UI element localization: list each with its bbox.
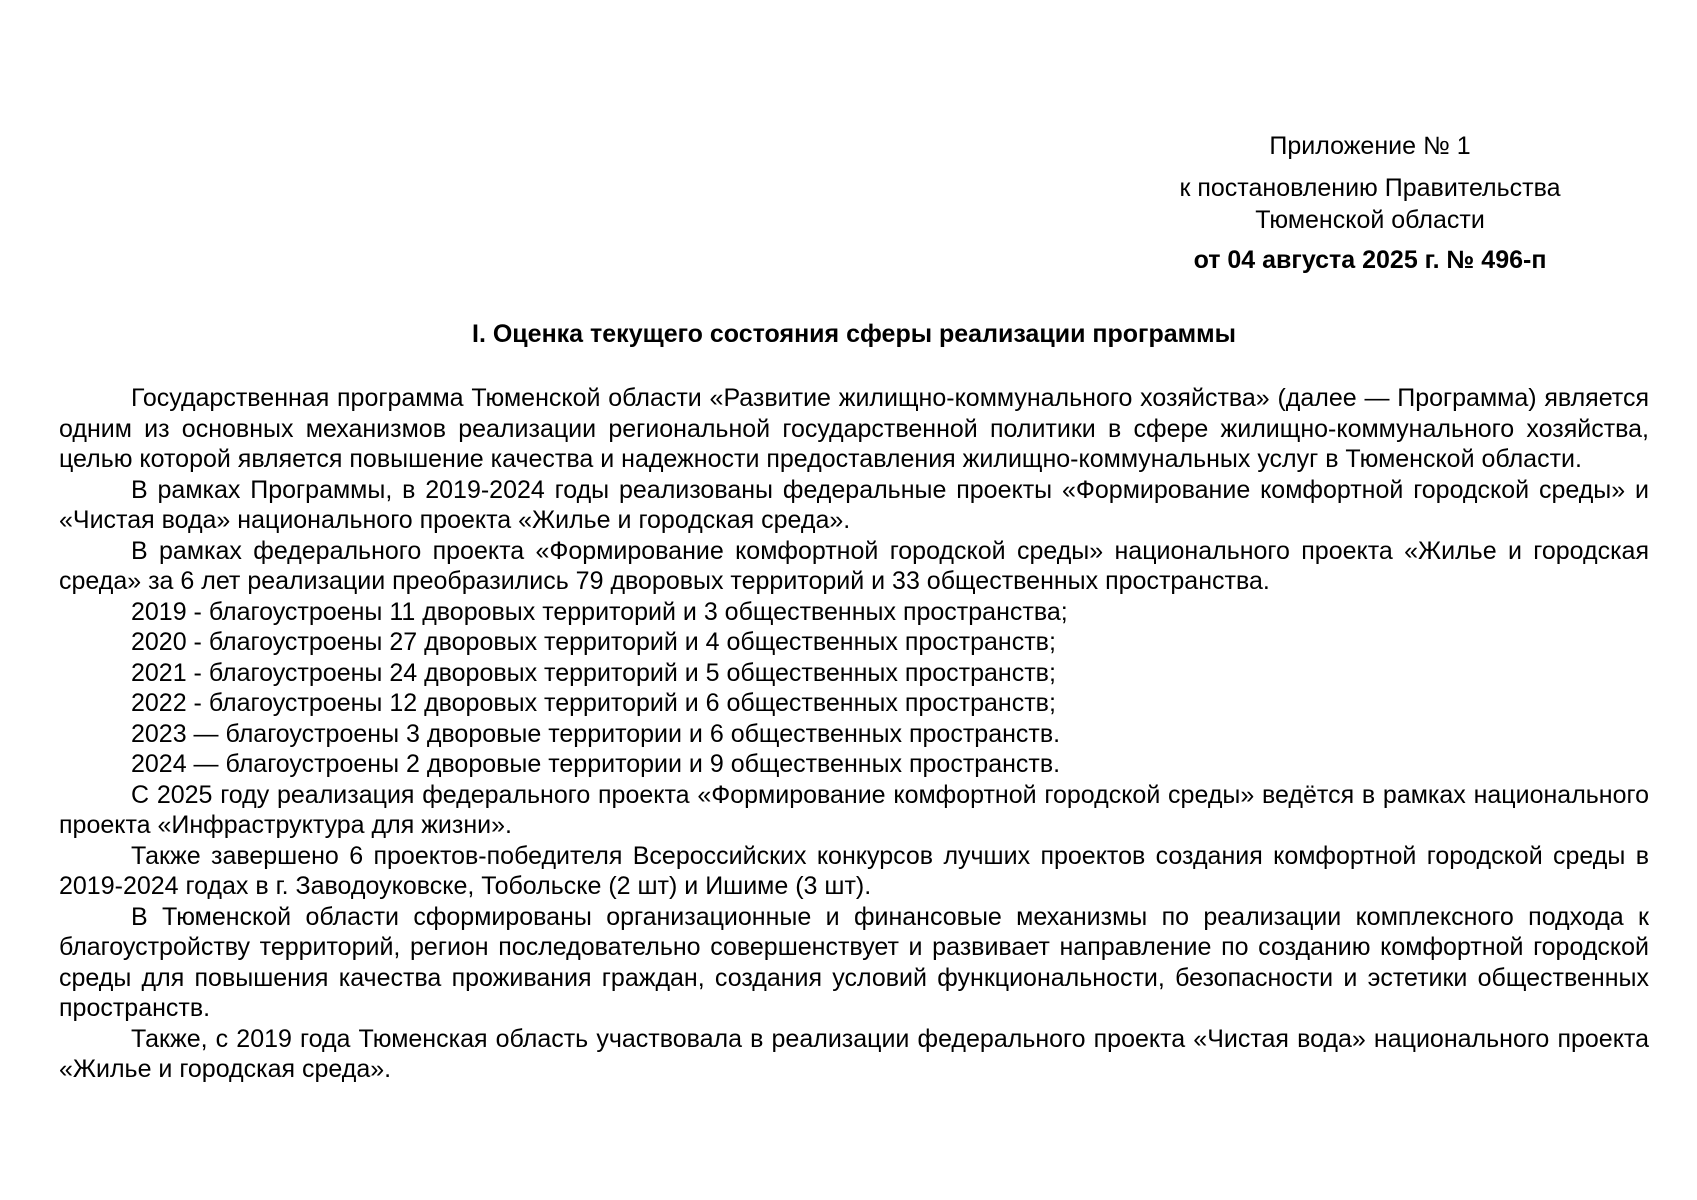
document-body: [59, 383, 1649, 1085]
year-list-item: 2020 - благоустроены 27 дворовых территорий и 4 общественных пространств;: [131, 628, 1056, 656]
year-list-item: 2024 — благоустроены 2 дворовые территории и 9 общественных пространств.: [131, 750, 1061, 778]
paragraph: С 2025 году реализация федерального проекта «Формирование комфортной городской среды» ведётся в рамках национального проекта «Инфраструктура для жизни».: [59, 780, 1649, 839]
appendix-header: [1120, 130, 1620, 276]
paragraph: Также, с 2019 года Тюменская область участвовала в реализации федерального проекта «Чистая вода» национального проекта «Жилье и городская среда».: [59, 1024, 1649, 1083]
year-list-item: 2022 - благоустроены 12 дворовых территорий и 6 общественных пространств;: [131, 689, 1056, 717]
paragraph: В рамках федерального проекта «Формирование комфортной городской среды» национального проекта «Жилье и городская среда» за 6 лет реализации преобразились 79 дворовых территорий и 33 общественных пространства.: [59, 536, 1649, 595]
year-list-item: 2023 — благоустроены 3 дворовые территории и 6 общественных пространств.: [131, 719, 1061, 748]
year-list-item: 2021 - благоустроены 24 дворовых территорий и 5 общественных пространств;: [131, 658, 1056, 687]
resolution-date-number: от 04 августа 2025 г. № 496-п: [1193, 246, 1547, 274]
appendix-number: Приложение № 1: [1269, 132, 1471, 160]
paragraph: В рамках Программы, в 2019-2024 годы реализованы федеральные проекты «Формирование комфортной городской среды» и «Чистая вода» национального проекта «Жилье и городская среда».: [59, 475, 1649, 534]
section-title: I. Оценка текущего состояния сферы реализации программы: [472, 320, 1236, 348]
year-list-item: 2019 - благоустроены 11 дворовых территорий и 3 общественных пространства;: [131, 597, 1068, 626]
paragraph: Также завершено 6 проектов-победителя Всероссийских конкурсов лучших проектов создания комфортной городской среды в 2019-2024 годах в г. Заводоуковске, Тобольске (2 шт) и Ишиме (3 шт).: [59, 841, 1649, 900]
paragraph: Государственная программа Тюменской области «Развитие жилищно-коммунального хозяйства» (далее — Программа) является одним из основных механизмов реализации региональной государственной политики в сфере жилищно-коммунального хозяйства, целью которой является повышение качества и надежности предоставления жилищно-коммунальных услуг в Тюменской области.: [59, 384, 1649, 473]
paragraph: В Тюменской области сформированы организационные и финансовые механизмы по реализации комплексного подхода к благоустройству территорий, регион последовательно совершенствует и развивает направление по созданию комфортной городской среды для повышения качества проживания граждан, создания условий функциональности, безопасности и эстетики общественных пространств.: [59, 902, 1649, 1022]
resolution-reference: к постановлению Правительства: [1179, 174, 1561, 202]
resolution-region: Тюменской области: [1255, 206, 1485, 234]
